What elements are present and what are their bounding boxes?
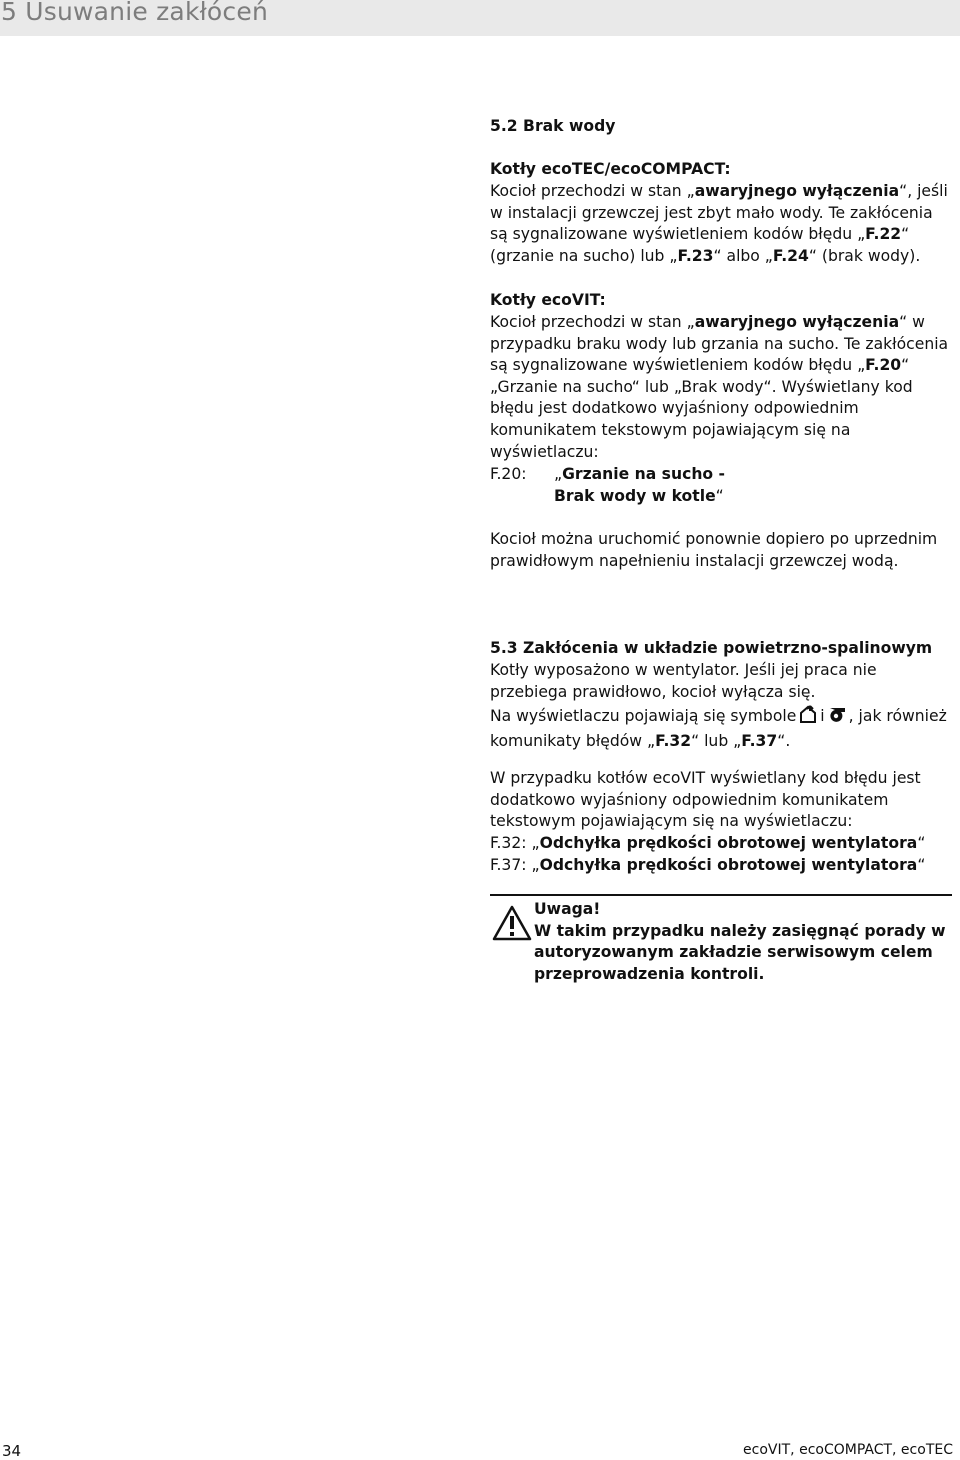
f20-line2: Brak wody w kotle xyxy=(554,486,716,505)
f20-code: F.20: xyxy=(490,465,527,483)
refill-paragraph: Kocioł można uruchomić ponownie dopiero po uprzednim prawidłowym napełnieniu instalacji grzewczej wodą. xyxy=(490,530,938,570)
ecotec-paragraph: Kocioł przechodzi w stan „awaryjnego wyłączenia“, jeśli w instalacji grzewczej jest zbyt mało wody. Te zakłócenia są sygnalizowane wyświetleniem kodów błędu „F.22“ (grzanie na sucho) lub „F.23“ albo „F.24“ (brak wody). xyxy=(490,182,948,265)
warning-title: Uwaga! xyxy=(534,900,601,918)
f37-line: F.37: „Odchyłka prędkości obrotowej wentylatora“ xyxy=(490,856,926,874)
footer-brands: ecoVIT, ecoCOMPACT, ecoTEC xyxy=(743,1442,953,1458)
symbols-paragraph: Na wyświetlaczu pojawiają się symbole i , jak również komunikaty błędów „F.32“ lub „F.37“. xyxy=(490,704,952,752)
header-band xyxy=(0,0,960,36)
fan-paragraph: Kotły wyposażono w wentylator. Jeśli jej praca nie przebiega prawidłowo, kocioł wyłącza się. xyxy=(490,661,877,701)
chimney-icon xyxy=(798,704,818,731)
warning-box xyxy=(534,899,954,985)
fan-icon xyxy=(827,704,847,731)
ecovit-fan-paragraph: W przypadku kotłów ecoVIT wyświetlany kod błędu jest dodatkowo wyjaśniony odpowiednim komunikatem tekstowym pojawiającym się na wyświetlaczu: xyxy=(490,769,921,831)
ecovit-paragraph: Kocioł przechodzi w stan „awaryjnego wyłączenia“ w przypadku braku wody lub grzania na sucho. Te zakłócenia są sygnalizowane wyświetleniem kodów błędu „F.20“ „Grzanie na sucho“ lub „Brak wody“. Wyświetlany kod błędu jest dodatkowo wyjaśniony odpowiednim komunikatem tekstowym pojawiającym się na wyświetlaczu: xyxy=(490,313,949,461)
f20-line1: Grzanie na sucho - xyxy=(562,465,726,483)
page-number: 34 xyxy=(2,1442,22,1460)
f20-message: F.20: „Grzanie na sucho - Brak wody w kotle“ xyxy=(490,465,726,505)
warning-body: W takim przypadku należy zasięgnąć porady w autoryzowanym zakładzie serwisowym celem przeprowadzenia kontroli. xyxy=(534,921,946,983)
ecotec-heading: Kotły ecoTEC/ecoCOMPACT: xyxy=(490,160,731,178)
f32-line: F.32: „Odchyłka prędkości obrotowej wentylatora“ xyxy=(490,834,926,852)
section-title-5-2: 5.2 Brak wody xyxy=(490,117,616,135)
warning-triangle-icon xyxy=(492,905,532,945)
page-title: 5 Usuwanie zakłóceń xyxy=(1,0,268,26)
section-title-5-3: 5.3 Zakłócenia w układzie powietrzno-spalinowym xyxy=(490,639,933,657)
warning-divider xyxy=(490,894,952,896)
ecovit-heading: Kotły ecoVIT: xyxy=(490,291,606,309)
